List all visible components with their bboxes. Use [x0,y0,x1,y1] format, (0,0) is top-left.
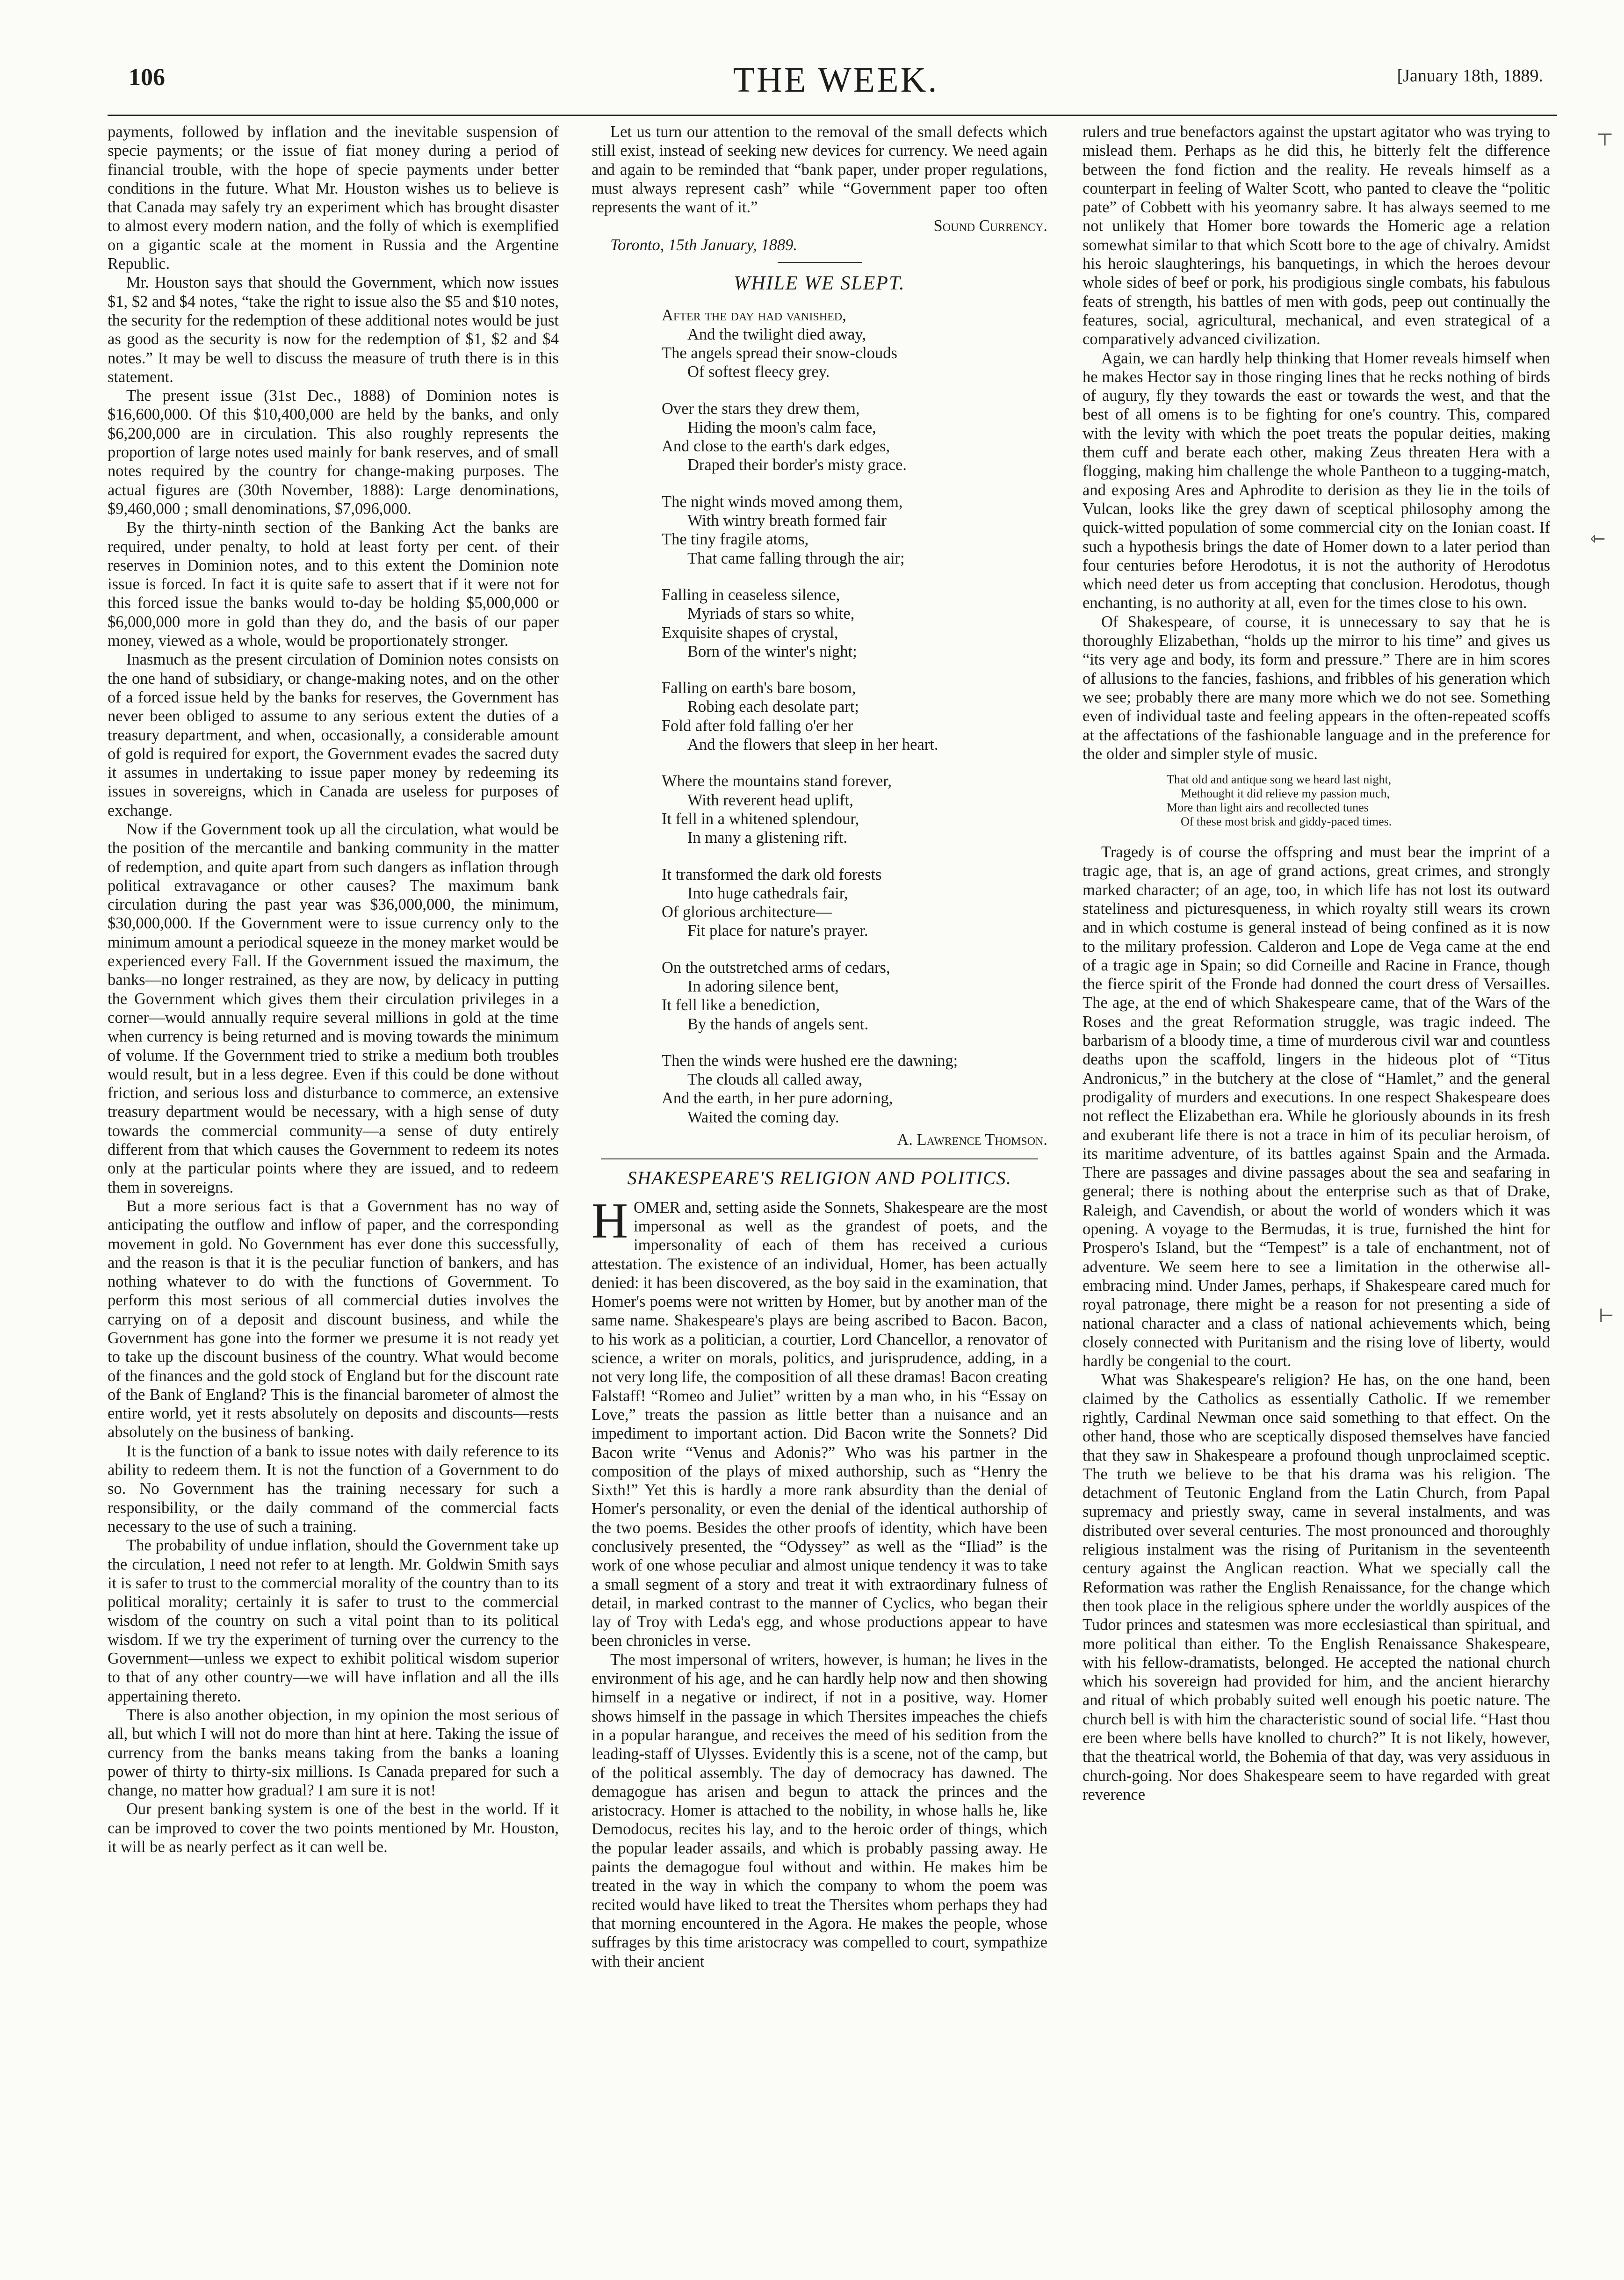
poem-line: And the earth, in her pure adorning, [662,1089,893,1107]
poem-line: Robing each desolate part; [687,698,859,716]
issue-date: [January 18th, 1889. [1397,66,1543,86]
article-body [592,1193,1047,1971]
poem-line: After the day had vanished, [662,306,846,325]
poem-line: With reverent head uplift, [687,791,853,809]
quote-line: More than light airs and recollected tunes [1167,801,1369,815]
poem-line: Hiding the moon's calm face, [687,418,876,436]
poem [662,306,1047,1127]
letter-dateline: Toronto, 15th January, 1889. [610,236,797,254]
poem-stanza [662,958,1047,1034]
poem-line: Fold after fold falling o'er her [662,717,853,735]
journal-title: THE WEEK. [733,60,939,100]
drop-cap: H [592,1193,628,1249]
poem-stanza [662,679,1047,754]
poem-line: It transformed the dark old forests [662,865,882,883]
paragraph: But a more serious fact is that a Government has no way of anticipating the outflow and inflow of paper, and the corresponding movement in gold. No Government has ever done this successfully, and the reason is that it is the peculiar function of bankers, and has nothing whatever to do with the functions of Government. To perform this most serious of all commercial duties involves the carrying on of a deposit and discount business, and while the Government has gone into the former we presume it is not ready yet to take up the discount business of the country. What would become of the finances and the gold stock of England but for the discount rate of the Bank of England? This is the financial barometer of almost the entire world, yet it rests absolutely on deposits and discounts—rests absolutely on the business of banking. [108,1197,559,1441]
column-3 [1083,123,1550,1804]
poem-line: Fit place for nature's prayer. [687,922,868,940]
poem-stanza [662,399,1047,475]
quote-line: Methought it did relieve my passion much, [1181,787,1390,801]
poem-line: Myriads of stars so white, [687,605,855,623]
column-1 [108,123,559,1856]
poem-line: The night winds moved among them, [662,492,903,511]
poem-line: And close to the earth's dark edges, [662,437,890,456]
paragraph-text: OMER and, setting aside the Sonnets, Shakespeare are the most impersonal as well as the grandest of poets, and the impersonality of each of them has received a curious attestation. The existence of an individual, Homer, has been actually denied: it has been discovered, as the boy said in the examination, that Homer's poems were not written by Homer, but by another man of the same name. Shakespeare's plays are being ascribed to Bacon. Bacon, to his work as a politician, a courtier, Lord Chancellor, a renovator of science, a writer on morals, politics, and jurisprudence, adding, in a not very long life, the composition of all these dramas! Bacon creating Falstaff! “Romeo and Juliet” written by a man who, in his “Essay on Love,” treats the passion as little better than a nuisance and an impediment to important action. Did Bacon write the Sonnets? Did Bacon write “Venus and Adonis?” Who was his partner in the composition of the plays of mixed authorship, such as “Henry the Sixth!” Yet this is hardly a more rank absurdity than the denial of Homer's personality, or even the denial of the identical authorship of the two poems. Besides the other proofs of identity, which have been conclusively presented, the “Odyssey” as well as the “Iliad” is the work of one whose peculiar and almost unique tendency it was to take a small segment of a story and treat it with extraordinary fulness of detail, in marked contrast to the manner of Cyclics, who began their lay of Troy with Leda's egg, and whose productions appear to have been chronicles in verse. [592,1198,1047,1650]
header-rule [108,115,1557,116]
page-number: 106 [129,64,165,91]
poem-line: It fell like a benediction, [662,996,820,1014]
poem-line: Draped their border's misty grace. [687,456,907,474]
poem-line: Into huge cathedrals fair, [687,884,848,902]
poem-line: Over the stars they drew them, [662,399,860,418]
poem-stanza [662,772,1047,847]
margin-mark: ┬ [1598,123,1612,144]
paragraph: payments, followed by inflation and the inevitable suspension of specie payments; or the issue of fiat money during a period of financial trouble, with the hope of specie payments under better conditions in the future. What Mr. Houston wishes us to believe is that Canada may safely try an experiment which has brought disaster to almost every modern nation, and the folly of which is exemplified on a gigantic scale at the moment in Russia and the Argentine Republic. [108,123,559,273]
poem-line: In many a glistening rift. [687,829,848,847]
paragraph: Inasmuch as the present circulation of Dominion notes consists on the one hand of subsidiary, or change-making notes, and on the other of a forced issue held by the banks for reserves, the Government has never been obliged to assume to any serious extent the duties of a treasury department, and when, occasionally, a considerable amount of gold is required for export, the Government evades the sacred duty it assumes in undertaking to issue paper money by redeeming its issues in sovereigns, which in Canada are useless for purposes of exchange. [108,651,559,819]
poem-stanza [662,865,1047,941]
paragraph: By the thirty-ninth section of the Banking Act the banks are required, under penalty, to hold at least forty per cent. of their reserves in Dominion notes, and to this extent the Dominion note issue is forced. In fact it is quite safe to assert that if it were not for this forced issue the banks would to-day be holding $5,000,000 or $6,000,000 more in gold than they do, and the basis of our paper money, viewed as a whole, would be proportionately stronger. [108,519,559,650]
poem-line: Waited the coming day. [687,1108,839,1126]
poem-line: The clouds all called away, [687,1071,863,1089]
poem-title: WHILE WE SLEPT. [734,273,905,295]
page-header [129,60,1543,111]
poem-line: Of softest fleecy grey. [687,363,830,381]
poem-line: It fell in a whitened splendour, [662,810,859,828]
poem-line: On the outstretched arms of cedars, [662,958,890,977]
paragraph: What was Shakespeare's religion? He has, on the one hand, been claimed by the Catholics as essentially Catholic. If we remember rightly, Cardinal Newman once said something to that effect. On the other hand, those who are sceptically disposed themselves have fancied that they saw in Shakespeare a profound though unproclaimed sceptic. The truth we believe to be that his drama was his religion. The detachment of Teutonic England from the Latin Church, from Papal supremacy and priestly sway, came in several instalments, and was distributed over several centuries. The most pronounced and thoroughly religious instalment was the rising of Puritanism in the seventeenth century against the Anglican reaction. What we specially call the Reformation was rather the English Renaissance, for the change which then took place in the religious sphere under the worldly auspices of the Tudor princes and statesmen was more ecclesiastical than spiritual, and more political than either. To the English Renaissance Shakespeare, with his fellow-dramatists, belonged. He accepted the national church which his sovereign had provided for him, and the ancient hierarchy and ritual of which probably suited well enough his poetic nature. The church bell is with him the characteristic sound of social life. “Hast thou ere been where bells have knolled to church?” It is not likely, however, that the theatrical world, the Bohemia of that day, was very assiduous in church-going. Nor does Shakespeare seem to have regarded with great reverence [1083,1371,1550,1803]
poem-line: In adoring silence bent, [687,977,839,995]
quote-line: Of these most brisk and giddy-paced times. [1181,815,1392,829]
poem-line: That came falling through the air; [687,549,905,567]
poem-line: The angels spread their snow-clouds [662,344,897,362]
poem-line: With wintry breath formed fair [687,512,887,530]
poem-line: Then the winds were hushed ere the dawning; [662,1051,958,1070]
poem-line: The tiny fragile atoms, [662,530,809,549]
poem-line: Exquisite shapes of crystal, [662,623,838,642]
poem-stanza [662,306,1047,381]
quote-line: That old and antique song we heard last night, [1167,773,1392,787]
poem-line: Where the mountains stand forever, [662,772,892,790]
section-divider [601,1158,1038,1159]
poem-line: And the flowers that sleep in her heart. [687,736,938,754]
paragraph: The probability of undue inflation, should the Government take up the circulation, I need not refer to at length. Mr. Goldwin Smith says it is safer to trust to the commercial morality of the country than to its political morality; certainly it is safer to trust to the commercial wisdom of the country on such a vital point than to its political wisdom. If we try the experiment of turning over the currency to the Government—unless we expect to exhibit political wisdom superior to that of any other country—we will have inflation and all the ills appertaining thereto. [108,1536,559,1705]
column-2 [592,123,1047,1971]
article-title: SHAKESPEARE'S RELIGION AND POLITICS. [627,1167,1012,1189]
paragraph: The most impersonal of writers, however, is human; he lives in the environment of his age, and he can hardly help now and then showing himself in a negative or indirect, if not in a positive, way. Homer shows himself in the passage in which Thersites impeaches the chiefs in a popular harangue, and receives the meed of his sedition from the leading-staff of Ulysses. Evidently this is a scene, not of the camp, but of the political assembly. The day of democracy has dawned. The demagogue has arisen and begun to attack the princes and the aristocracy. Homer is attached to the nobility, in whose halls he, like Demodocus, recites his lay, and to the heroic order of things, which the popular leader assails, and which is probably passing away. He paints the demagogue foul without and within. He makes him be treated in the way in which the company to whom the poem was recited would have liked to treat the Thersites whom perhaps they had that morning encountered in the Agora. He makes the people, whose suffrages by this time aristocracy was compelled to court, sympathize with their ancient [592,1650,1047,1970]
paragraph: Mr. Houston says that should the Government, which now issues $1, $2 and $4 notes, “take the right to issue also the $5 and $10 notes, the security for the redemption of these additional notes would be just as good as the security is now for the redemption of $1, $2 and $4 notes.” It may be well to discuss the measure of truth there is in this statement. [108,274,559,386]
section-divider [778,262,862,263]
poem-line: Of glorious architecture— [662,903,832,921]
poem-line: And the twilight died away, [687,325,866,343]
poem-author: A. Lawrence Thomson. [897,1131,1047,1149]
paragraph: Of Shakespeare, of course, it is unnecessary to say that he is thoroughly Elizabethan, “holds up the mirror to his time” and gives us “its very age and body, its form and pressure.” There are in him scores of allusions to the fancies, fashions, and fribbles of his generation which we see; probably there are many more which we do not see. Something even of individual taste and feeling appears in the often-repeated scoffs at the affectations of the fashionable language and in the preference for the older and simpler style of music. [1083,613,1550,763]
article-lead-paragraph [592,1193,1047,1650]
margin-mark: ⊢ [1598,1305,1615,1326]
block-quote [1167,773,1550,829]
margin-mark: ⇽ [1590,528,1606,549]
paragraph: Tragedy is of course the offspring and must bear the imprint of a tragic age, that is, an age of grand actions, great crimes, and strongly marked character; of an age, too, in which life has not lost its outward stateliness and picturesqueness, in which royalty still wears its crown and in which costume is general instead of being confined as it is now to the military profession. Calderon and Lope de Vega came at the end of a tragic age in Spain; so did Corneille and Racine in France, though the fierce spirit of the Fronde had donned the court dress of Versailles. The age, at the end of which Shakespeare came, that of the Wars of the Roses and the great Reformation struggle, was tragic indeed. The barbarism of a bloody time, a time of murderous civil war and countless deaths upon the scaffold, lingers in the hideous plot of “Titus Andronicus,” in the butchery at the close of “Hamlet,” and the general prodigality of murders and executions. In one respect Shakespeare does not reflect the Elizabethan era. While he gloriously abounds in its fresh and exuberant life there is not a trace in him of its peculiar heroism, of its maritime adventure, of its battles against Spain and the Armada. There are passages and divine passages about the sea and seafaring in general; there is nothing about the enterprise such as that of Drake, Raleigh, and Cavendish, or about the world of wonders which it was opening. A voyage to the Bermudas, it is true, furnished the hint for Prospero's Island, but the “Tempest” is a tale of enchantment, not of adventure. We seem here to see a limitation in the otherwise all-embracing mind. Under James, perhaps, if Shakespeare cared much for royal patronage, there might be a reason for not presenting a side of national character and a class of national achievements which, being closely connected with Puritanism and the rising love of liberty, would hardly be congenial to the court. [1083,843,1550,1370]
paragraph: It is the function of a bank to issue notes with daily reference to its ability to redeem them. It is not the function of a Government to do so. No Government has the training necessary for such a responsibility, or the daily command of the commercial facts necessary to the use of such a training. [108,1442,559,1535]
poem-line: Falling on earth's bare bosom, [662,679,856,697]
poem-line: Born of the winter's night; [687,642,857,660]
paragraph: Now if the Government took up all the circulation, what would be the position of the mercantile and banking community in the matter of redemption, and quite apart from such dangers as inflation through political extravagance or other causes? The maximum bank circulation during the past year was $36,000,000, the minimum, $30,000,000. If the Government were to issue currency only to the minimum amount a periodical squeeze in the money market would be experienced every Fall. If the Government issued the maximum, the banks—no longer restrained, as they are now, by delicacy in putting the Government which gives them their circulation privileges in a corner—would annually require several millions in gold at the time when currency is being returned and is moving towards the minimum of volume. If the Government tried to strike a medium both troubles would result, but in a less degree. Even if this could be done without friction, and serious loss and disturbance to commerce, an extensive treasury department would be necessary, with a high sense of duty towards the commercial community—a sense of duty entirely different from that which causes the Government to redeem its notes only at the particular points where they are issued, and to redeem them in sovereigns. [108,820,559,1196]
paragraph: Again, we can hardly help thinking that Homer reveals himself when he makes Hector say in those ringing lines that he recks nothing of birds of augury, fly they towards the east or towards the west, and that the best of all omens is to be fighting for one's country. This, compared with the levity with which the poet treats the popular deities, making them cuff and berate each other, making Zeus threaten Hera with a flogging, making him challenge the whole Pantheon to a tugging-match, and exposing Ares and Aphrodite to derision as they lie in the toils of Vulcan, looks like the grey dawn of sceptical philosophy among the quick-witted population of some commercial city on the Ionian coast. If such a hypothesis brings the date of Homer down to a later period than four centuries before Herodotus, it is not the authority of Herodotus which need deter us from accepting that conclusion. Herodotus, though enchanting, is no authority at all, even for the times close to his own. [1083,349,1550,612]
poem-line: By the hands of angels sent. [687,1015,869,1033]
poem-line: Falling in ceaseless silence, [662,586,840,604]
poem-stanza [662,586,1047,661]
paragraph: There is also another objection, in my opinion the most serious of all, but which I will not do more than hint at here. Taking the issue of currency from the banks means taking from the banks a loaning power of thirty to thirty-six millions. Is Canada prepared for such a change, no matter how gradual? I am sure it is not! [108,1706,559,1800]
currency-letter-end: Let us turn our attention to the removal of the small defects which still exist, instead of seeking new devices for currency. We need again and again to be reminded that “bank paper, under proper regulations, must always represent cash” while “Government paper too often represents the want of it.” [592,123,1047,217]
paragraph: Our present banking system is one of the best in the world. If it can be improved to cover the two points mentioned by Mr. Houston, it will be as nearly perfect as it can well be. [108,1800,559,1856]
poem-stanza [662,492,1047,568]
paragraph: rulers and true benefactors against the upstart agitator who was trying to mislead them. Perhaps as he did this, he bitterly felt the difference between the fond fiction and the reality. He reveals himself as a counterpart in feeling of Walter Scott, who panted to cleave the “politic pate” of Cobbett with his yeomanry sabre. It has always seemed to me not unlikely that Homer bore towards the Homeric age a relation somewhat similar to that which Scott bore to the age of chivalry. Amidst his heroic slaughterings, his banquetings, in which the heroes devour whole sides of beef or pork, his prodigious single combats, his fabulous feats of strength, his battles of men with gods, peep out continually the features, social, agricultural, mechanical, and even strategical of a comparatively advanced civilization. [1083,123,1550,348]
poem-stanza [662,1051,1047,1127]
paragraph: The present issue (31st Dec., 1888) of Dominion notes is $16,600,000. Of this $10,400,000 are held by the banks, and only $6,200,000 are in circulation. This also roughly represents the proportion of large notes used mainly for bank reserves, and of small notes required by the country for change-making purposes. The actual figures are (30th November, 1888): Large denominations, $9,460,000 ; small denominations, $7,096,000. [108,387,559,518]
letter-signature: Sound Currency. [933,217,1047,235]
